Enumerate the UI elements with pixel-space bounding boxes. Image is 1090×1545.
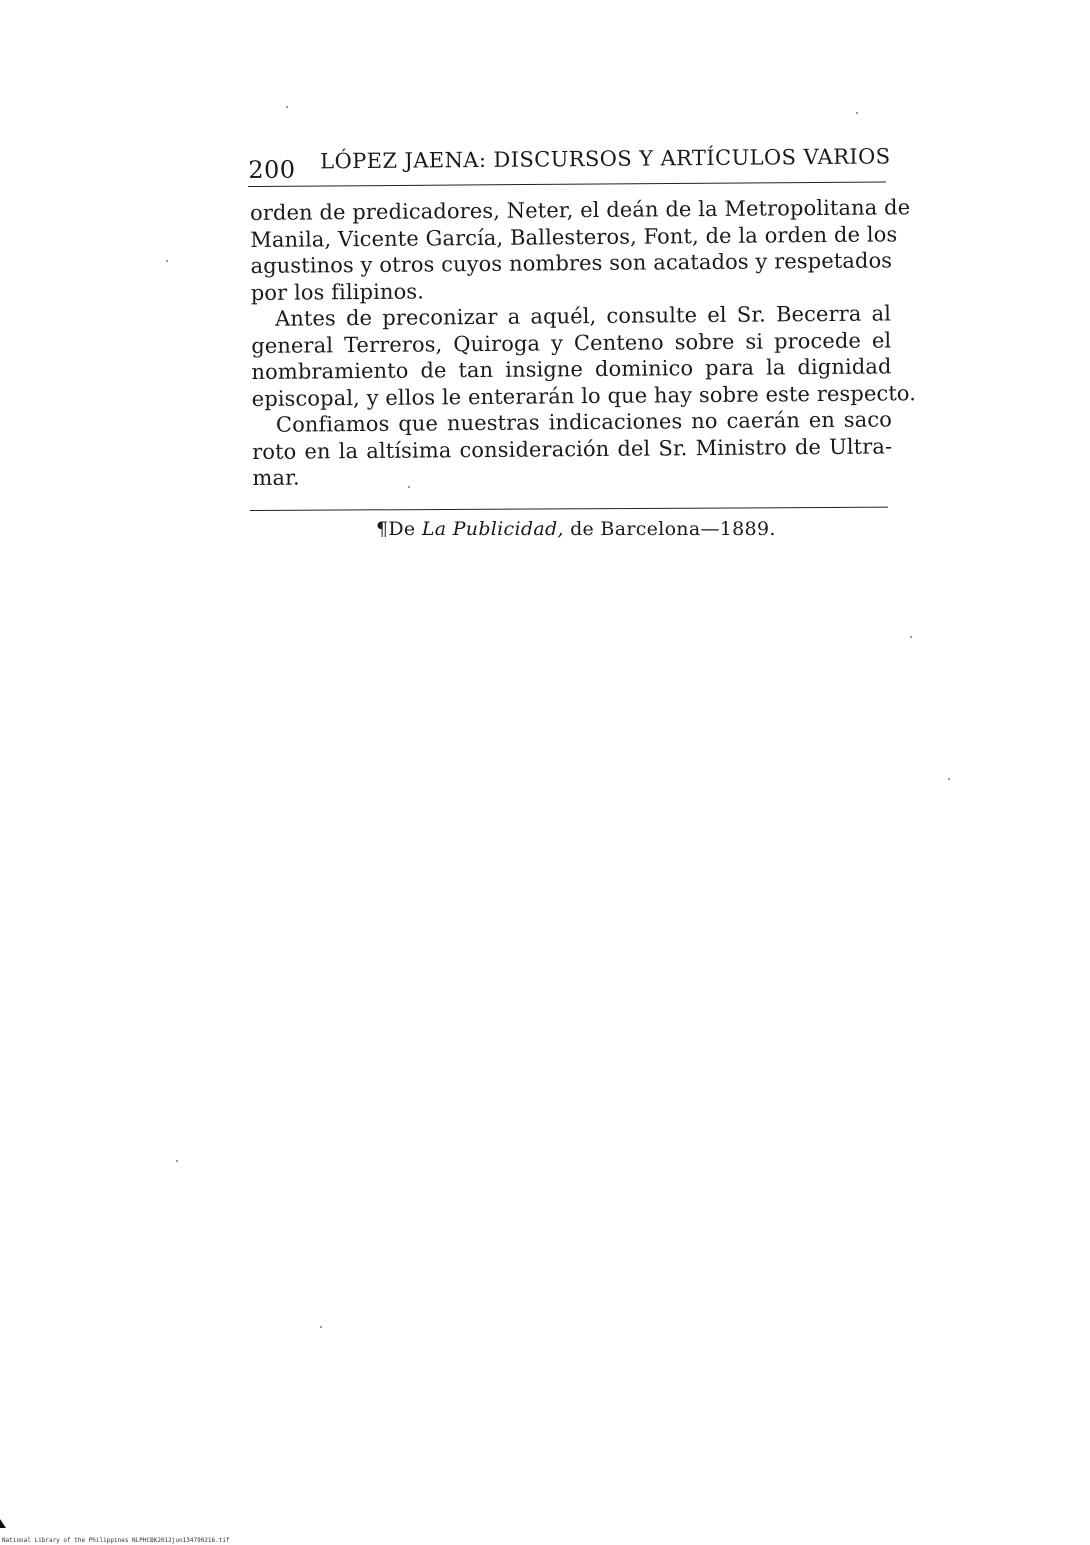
scan-speck	[286, 106, 288, 108]
text-line: nombramiento de tan insigne dominico para la dignidad	[251, 354, 892, 384]
scan-speck	[166, 260, 168, 262]
text-line: Confiamos que nuestras indicaciones no caerán en saco	[275, 407, 893, 437]
page-number: 200	[248, 155, 296, 184]
scan-speck	[408, 486, 410, 488]
scan-edge-mark	[0, 1519, 6, 1528]
text-line: roto en la altísima consideración del Sr. Ministro de Ultra-	[252, 433, 893, 464]
source-publication: La Publicidad,	[421, 518, 564, 540]
body-text	[250, 194, 917, 491]
text-line: Antes de preconizar a aquél, consulte el Sr. Becerra al	[274, 301, 892, 331]
scan-footer-stamp: National Library of the Philippines NLPHCBK2012jun134790216.tif	[2, 1537, 230, 1544]
page-header	[248, 136, 891, 186]
scan-speck	[176, 1160, 178, 1162]
scan-speck	[320, 1326, 322, 1328]
text-line: episcopal, y ellos le enterarán lo que hay sobre este respecto.	[251, 380, 917, 411]
text-line: agustinos y otros cuyos nombres son acatados y respetados	[250, 248, 893, 278]
text-line: Manila, Vicente García, Ballesteros, Font, de la orden de los	[250, 221, 898, 252]
source-prefix: ¶De	[376, 518, 422, 540]
source-note	[376, 518, 776, 540]
text-line: orden de predicadores, Neter, el deán de la Metropolitana de	[250, 195, 911, 225]
end-rule	[250, 507, 888, 511]
running-head: LÓPEZ JAENA: DISCURSOS Y ARTÍCULOS VARIOS	[320, 144, 891, 174]
scan-speck	[910, 636, 912, 638]
text-line: general Terreros, Quiroga y Centeno sobre si procede el	[251, 327, 892, 358]
text-line: por los filipinos.	[250, 278, 425, 305]
source-suffix: de Barcelona—1889.	[563, 518, 776, 540]
scan-speck	[948, 778, 950, 780]
scan-speck	[856, 112, 858, 114]
text-line: mar.	[252, 465, 300, 490]
